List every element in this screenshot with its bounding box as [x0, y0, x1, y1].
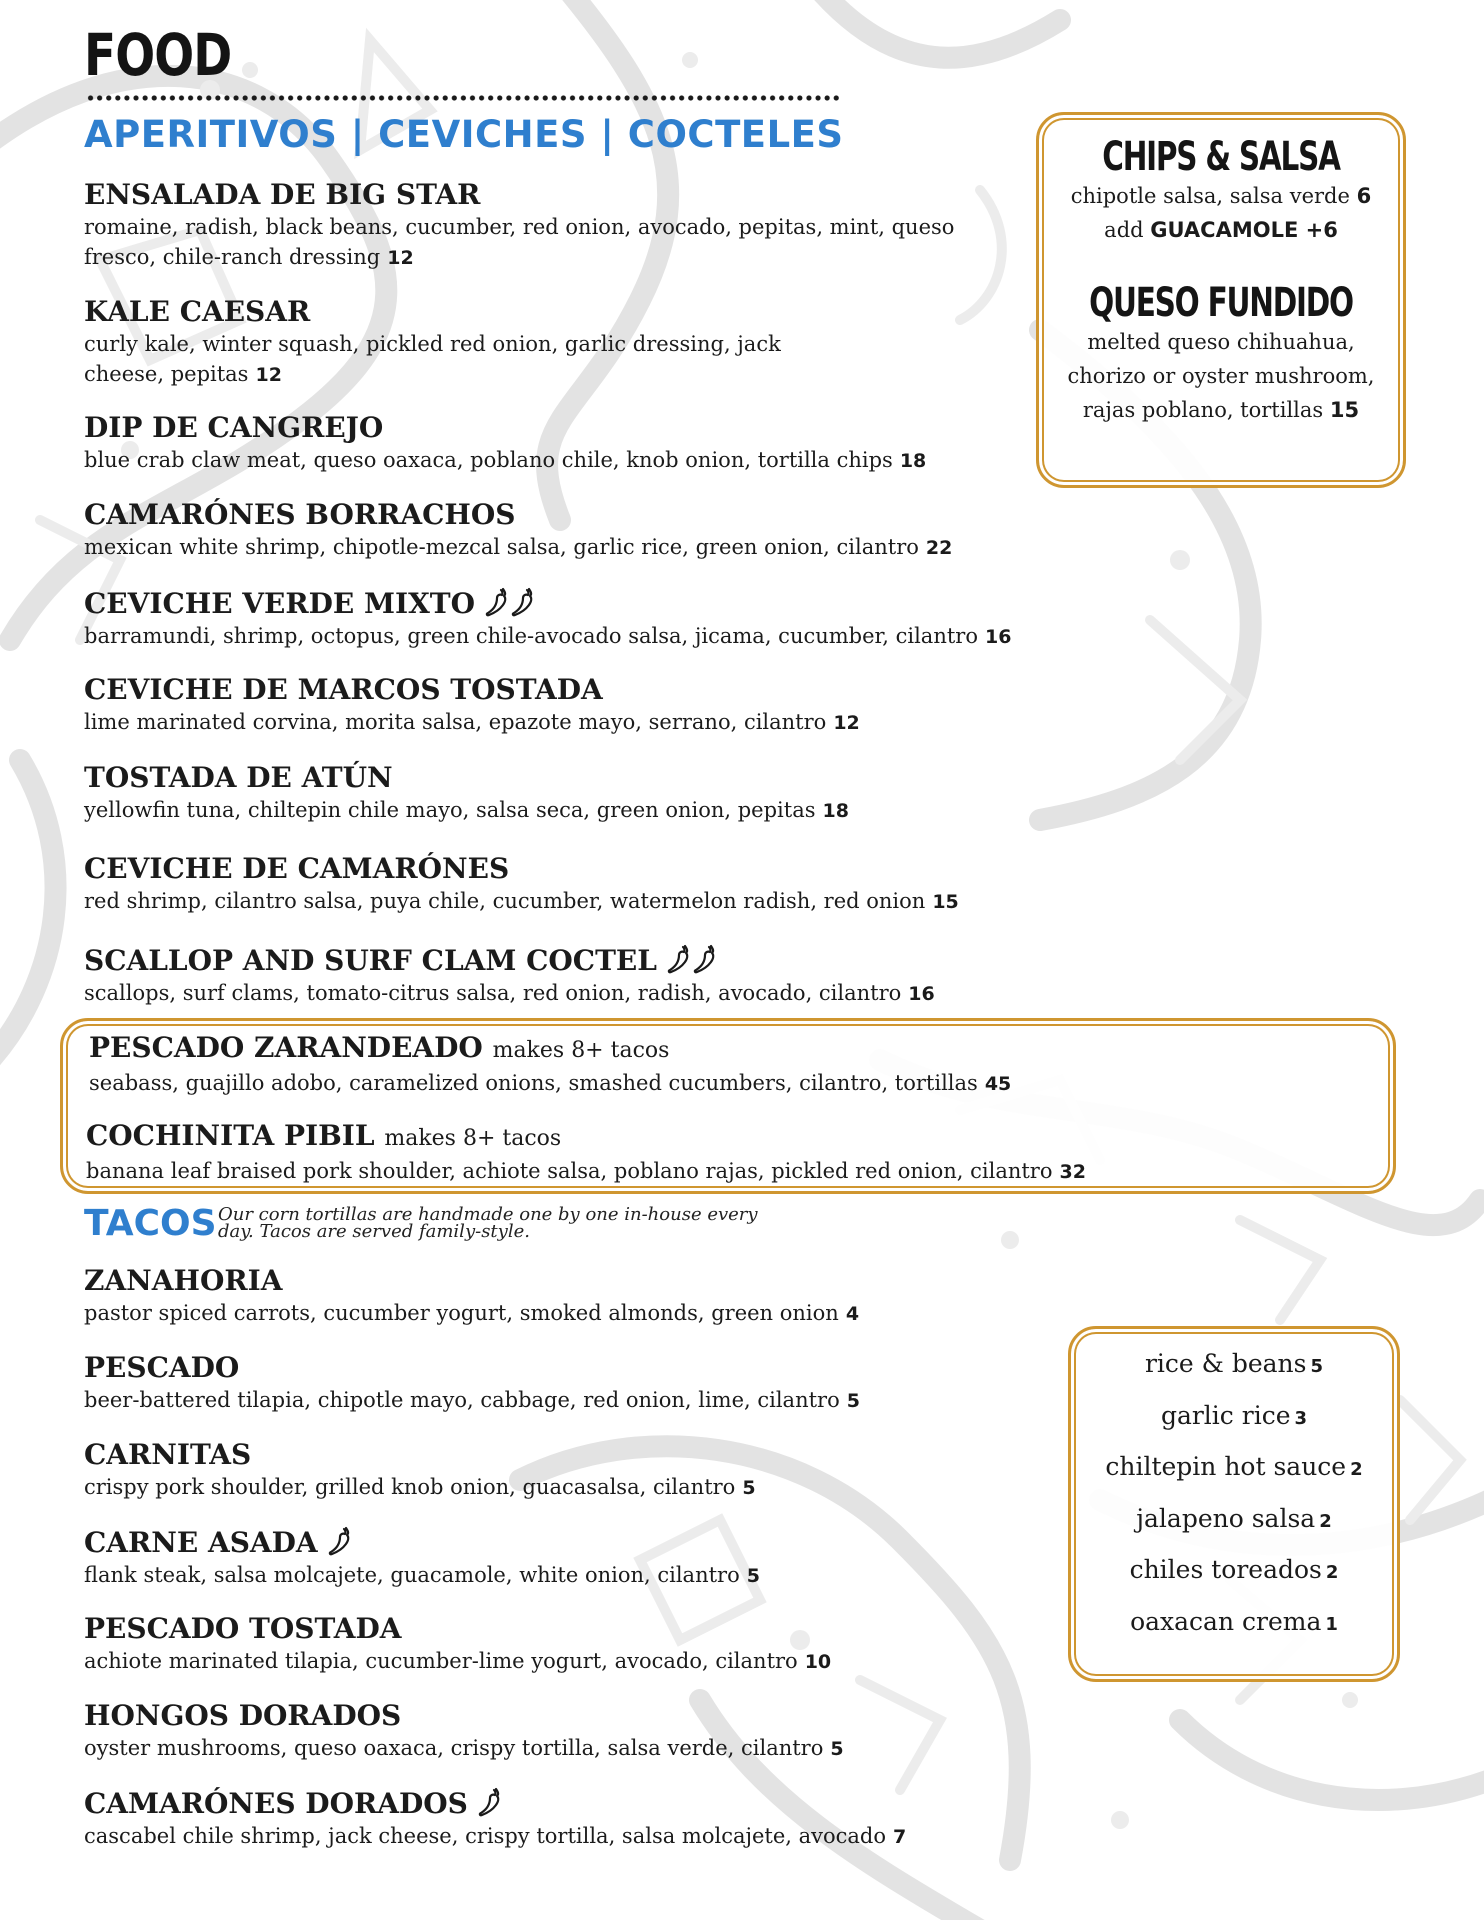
item-name: ZANAHORIA: [84, 1264, 283, 1297]
tacos-section-title: TACOS: [84, 1203, 217, 1244]
item-description: yellowfin tuna, chiltepin chile mayo, salsa seca, green onion, pepitas 18: [84, 798, 849, 822]
menu-item: [84, 1786, 1044, 1852]
menu-item: [84, 1438, 1044, 1525]
item-name: CARNITAS: [84, 1438, 252, 1471]
item-price: 18: [899, 450, 927, 472]
menu-item: [84, 1612, 1044, 1699]
item-description: barramundi, shrimp, octopus, green chile-avocado salsa, jicama, cucumber, cilantro 16: [84, 624, 1012, 648]
item-description: scallops, surf clams, tomato-citrus salsa, red onion, radish, avocado, cilantro 16: [84, 981, 935, 1005]
family-platters-box: [60, 1018, 1396, 1194]
item-name: COCHINITA PIBIL makes 8+ tacos: [86, 1119, 562, 1152]
item-price: 16: [908, 983, 935, 1005]
item-description: lime marinated corvina, morita salsa, epazote mayo, serrano, cilantro 12: [84, 710, 860, 734]
item-price: 16: [984, 626, 1012, 648]
sides-box: [1068, 1326, 1400, 1682]
item-description: red shrimp, cilantro salsa, puya chile, cucumber, watermelon radish, red onion 15: [84, 889, 959, 913]
item-description: flank steak, salsa molcajete, guacamole, white onion, cilantro 5: [84, 1563, 760, 1587]
chips-add-guacamole: add GUACAMOLE +6: [1104, 218, 1338, 242]
side-price: 2: [1350, 1459, 1363, 1481]
item-description: blue crab claw meat, queso oaxaca, poblano chile, knob onion, tortilla chips 18: [84, 448, 927, 472]
side-price: 5: [1310, 1356, 1324, 1377]
item-description: seabass, guajillo adobo, caramelized onions, smashed cucumbers, cilantro, tortillas 45: [89, 1071, 1012, 1095]
side-price: 3: [1294, 1407, 1308, 1429]
item-name: PESCADO TOSTADA: [84, 1612, 402, 1645]
menu-item: [84, 1699, 1044, 1786]
item-name: CEVICHE DE MARCOS TOSTADA: [84, 673, 603, 706]
item-description: oyster mushrooms, queso oaxaca, crispy tortilla, salsa verde, cilantro 5: [84, 1736, 844, 1760]
item-price: 22: [925, 537, 953, 559]
item-note: makes 8+ tacos: [384, 1126, 562, 1151]
queso-line-1: melted queso chihuahua,: [1087, 330, 1355, 354]
item-name: SCALLOP AND SURF CLAM COCTEL: [84, 943, 1044, 978]
chips-and-queso-box: [1036, 112, 1406, 488]
queso-price: 15: [1329, 398, 1360, 422]
chips-salsa-price: 6: [1356, 184, 1372, 208]
chili-pepper-icon: [509, 586, 539, 618]
item-description: pastor spiced carrots, cucumber yogurt, smoked almonds, green onion 4: [84, 1301, 860, 1325]
item-name: CAMARÓNES DORADOS: [84, 1786, 1044, 1821]
item-price: 5: [746, 1565, 760, 1587]
item-name: PESCADO ZARANDEADO makes 8+ tacos: [89, 1031, 670, 1064]
item-description: mexican white shrimp, chipotle-mezcal salsa, garlic rice, green onion, cilantro 22: [84, 535, 953, 559]
side-item: chiltepin hot sauce 2: [1105, 1452, 1363, 1482]
item-description: beer-battered tilapia, chipotle mayo, cabbage, red onion, lime, cilantro 5: [84, 1388, 860, 1412]
aperitivos-list: [84, 178, 1044, 1031]
item-price: 10: [804, 1651, 832, 1673]
item-name: CEVICHE DE CAMARÓNES: [84, 852, 510, 885]
item-description: cascabel chile shrimp, jack cheese, crispy tortilla, salsa molcajete, avocado 7: [84, 1824, 907, 1848]
item-description: romaine, radish, black beans, cucumber, red onion, avocado, pepitas, mint, queso fresco, chile-ranch dressing 12: [84, 215, 955, 269]
chili-pepper-icon: [691, 943, 721, 975]
tacos-note: Our corn tortillas are handmade one by one in-house every day. Tacos are served family-style.: [218, 1204, 758, 1242]
item-price: 12: [255, 364, 282, 386]
item-name: CARNE ASADA: [84, 1525, 1044, 1560]
menu-item: [84, 761, 1044, 852]
item-price: 15: [932, 891, 959, 913]
chips-salsa-description: chipotle salsa, salsa verde 6: [1070, 184, 1372, 208]
menu-item: [84, 1351, 1044, 1438]
item-name: ENSALADA DE BIG STAR: [84, 178, 481, 211]
item-price: 12: [387, 247, 414, 269]
queso-fundido-title: QUESO FUNDIDO: [1089, 280, 1353, 326]
item-note: makes 8+ tacos: [492, 1038, 670, 1063]
menu-item: [84, 295, 1044, 411]
chili-pepper-icon: [326, 1525, 356, 1557]
side-item: chiles toreados 2: [1129, 1555, 1339, 1585]
side-item: jalapeno salsa 2: [1136, 1503, 1332, 1533]
item-price: 5: [830, 1738, 844, 1760]
menu-item: [84, 586, 1044, 673]
item-name: TOSTADA DE ATÚN: [84, 761, 393, 794]
menu-item: [84, 852, 1044, 943]
item-description: crispy pork shoulder, grilled knob onion, guacasalsa, cilantro 5: [84, 1475, 756, 1499]
item-price: 7: [893, 1826, 907, 1848]
menu-item: [84, 498, 1044, 586]
item-price: 45: [984, 1073, 1012, 1095]
menu-item: [89, 1031, 1379, 1119]
item-name: PESCADO: [84, 1351, 240, 1384]
chips-salsa-title: CHIPS & SALSA: [1102, 134, 1340, 180]
side-item: oaxacan crema 1: [1130, 1606, 1338, 1636]
item-price: 4: [845, 1303, 860, 1325]
item-name: CAMARÓNES BORRACHOS: [84, 498, 516, 531]
chili-pepper-icon: [476, 1786, 506, 1818]
item-price: 32: [1059, 1161, 1086, 1183]
item-price: 5: [846, 1390, 860, 1412]
menu-item: [84, 178, 1044, 295]
page-title: FOOD: [84, 21, 232, 89]
menu-item: [84, 673, 1044, 761]
side-item: rice & beans 5: [1144, 1349, 1324, 1378]
tacos-list: [84, 1264, 1044, 1852]
menu-item: [84, 411, 1044, 498]
side-price: 1: [1325, 1613, 1338, 1635]
item-price: 12: [833, 712, 860, 734]
item-description: banana leaf braised pork shoulder, achiote salsa, poblano rajas, pickled red onion, cilantro 32: [86, 1159, 1086, 1183]
side-price: 2: [1325, 1562, 1339, 1584]
item-description: curly kale, winter squash, pickled red onion, garlic dressing, jack cheese, pepitas 12: [84, 332, 781, 386]
item-name: KALE CAESAR: [84, 295, 311, 328]
item-name: CEVICHE VERDE MIXTO: [84, 586, 1044, 621]
aperitivos-section-title: APERITIVOS | CEVICHES | COCTELES: [84, 113, 844, 156]
side-item: garlic rice 3: [1160, 1400, 1308, 1430]
item-price: 18: [822, 800, 849, 822]
item-description: achiote marinated tilapia, cucumber-lime yogurt, avocado, cilantro 10: [84, 1649, 832, 1673]
menu-item: [86, 1119, 1379, 1187]
item-name: HONGOS DORADOS: [84, 1699, 402, 1732]
item-name: DIP DE CANGREJO: [84, 411, 384, 444]
item-price: 5: [742, 1477, 756, 1499]
menu-item: [84, 1264, 1044, 1351]
queso-line-3: rajas poblano, tortillas 15: [1082, 398, 1360, 422]
queso-line-2: chorizo or oyster mushroom,: [1067, 364, 1375, 388]
menu-item: [84, 1525, 1044, 1612]
side-price: 2: [1319, 1510, 1332, 1532]
dotted-divider: [86, 94, 842, 102]
